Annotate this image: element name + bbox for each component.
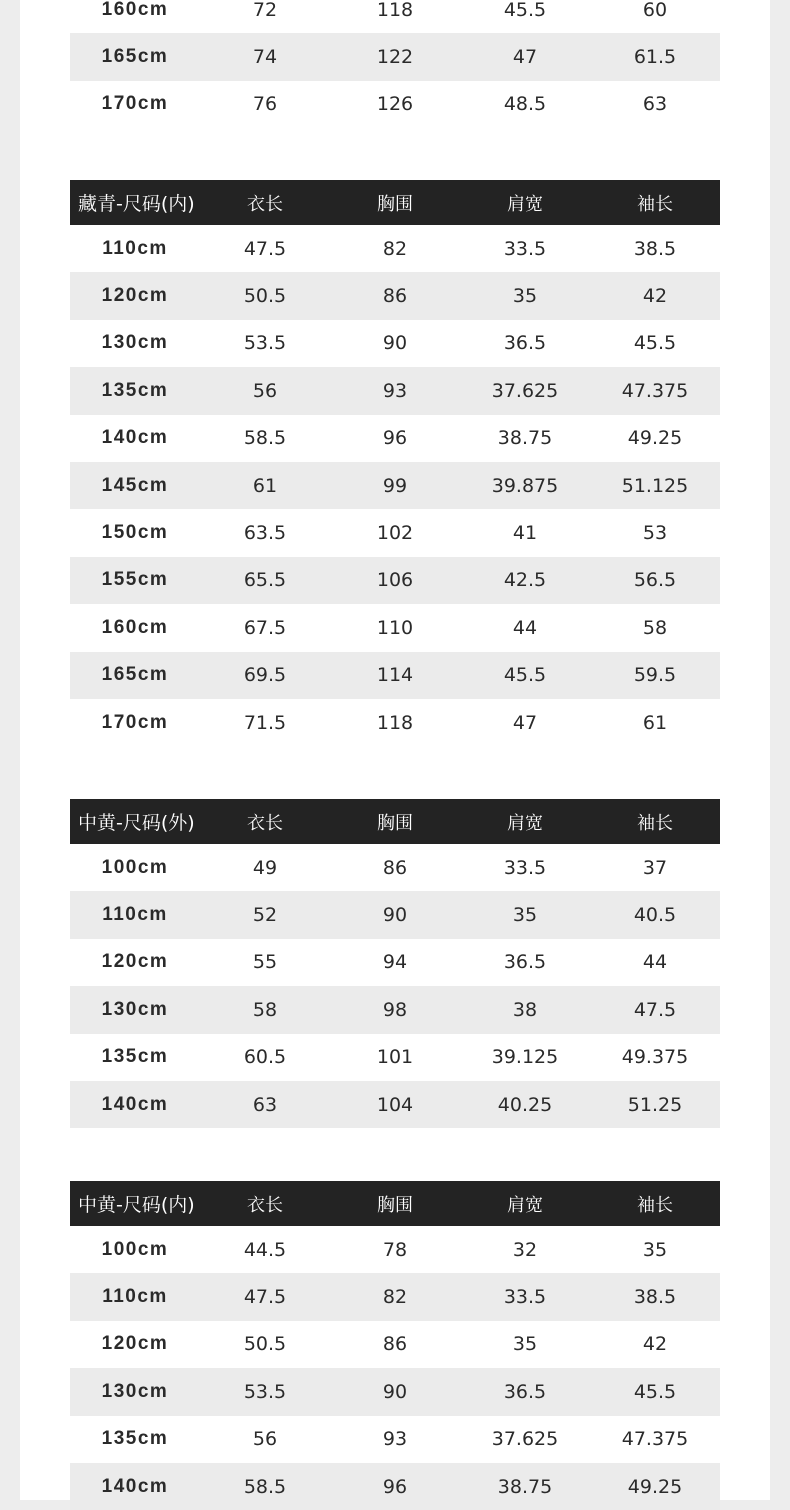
table-row — [70, 225, 720, 272]
shoulder-cell: 40.25 — [497, 1093, 553, 1116]
chest-cell: 106 — [376, 569, 414, 592]
shoulder-cell: 33.5 — [503, 1286, 547, 1309]
size-cell: 165cm — [101, 664, 169, 686]
sleeve-cell: 49.25 — [627, 1475, 683, 1498]
chest-cell: 90 — [382, 904, 408, 927]
table-title: 中黄-尺码(外) — [78, 812, 195, 834]
chest-cell: 82 — [382, 237, 408, 260]
length-cell: 65.5 — [243, 569, 287, 592]
header-sleeve: 袖长 — [637, 1194, 673, 1216]
sleeve-cell: 45.5 — [633, 332, 677, 355]
length-cell: 72 — [252, 0, 278, 21]
sleeve-cell: 49.375 — [621, 1046, 689, 1069]
sleeve-cell: 47.375 — [621, 1428, 689, 1451]
table-row — [70, 509, 720, 556]
size-cell: 110cm — [102, 904, 168, 926]
shoulder-cell: 35 — [512, 285, 538, 308]
table-row — [70, 1273, 720, 1320]
shoulder-cell: 38 — [512, 998, 538, 1021]
header-shoulder: 肩宽 — [507, 1194, 543, 1216]
sleeve-cell: 42 — [642, 1333, 668, 1356]
table-row — [70, 1416, 720, 1463]
shoulder-cell: 32 — [512, 1238, 538, 1261]
length-cell: 56 — [252, 1428, 278, 1451]
length-cell: 61 — [252, 474, 278, 497]
shoulder-cell: 44 — [512, 616, 538, 639]
length-cell: 76 — [252, 93, 278, 116]
size-table-yellow-inner — [70, 1181, 720, 1510]
shoulder-cell: 33.5 — [503, 237, 547, 260]
shoulder-cell: 38.75 — [497, 427, 553, 450]
size-cell: 110cm — [102, 237, 168, 259]
length-cell: 63 — [252, 1093, 278, 1116]
shoulder-cell: 35 — [512, 1333, 538, 1356]
chest-cell: 94 — [382, 951, 408, 974]
shoulder-cell: 36.5 — [503, 1380, 547, 1403]
table-row — [70, 1321, 720, 1368]
size-cell: 140cm — [101, 1093, 169, 1115]
table-row — [70, 939, 720, 986]
sleeve-cell: 49.25 — [627, 427, 683, 450]
header-chest: 胸围 — [377, 812, 413, 834]
chest-cell: 86 — [382, 856, 408, 879]
sleeve-cell: 45.5 — [633, 1380, 677, 1403]
size-cell: 120cm — [101, 1333, 169, 1355]
header-sleeve: 袖长 — [637, 193, 673, 215]
sleeve-cell: 47.375 — [621, 379, 689, 402]
size-cell: 160cm — [101, 0, 169, 20]
size-cell: 150cm — [101, 522, 169, 544]
sleeve-cell: 60 — [642, 0, 668, 21]
table-row — [70, 986, 720, 1033]
table-row — [70, 81, 720, 128]
sleeve-cell: 56.5 — [633, 569, 677, 592]
sleeve-cell: 42 — [642, 285, 668, 308]
length-cell: 53.5 — [243, 332, 287, 355]
table-row — [70, 557, 720, 604]
length-cell: 47.5 — [243, 237, 287, 260]
chest-cell: 118 — [376, 711, 414, 734]
length-cell: 50.5 — [243, 1333, 287, 1356]
table-header — [70, 180, 720, 225]
chest-cell: 114 — [376, 664, 414, 687]
chest-cell: 96 — [382, 1475, 408, 1498]
header-length: 衣长 — [247, 1194, 283, 1216]
length-cell: 71.5 — [243, 711, 287, 734]
shoulder-cell: 39.125 — [491, 1046, 559, 1069]
shoulder-cell: 33.5 — [503, 856, 547, 879]
chest-cell: 93 — [382, 379, 408, 402]
length-cell: 74 — [252, 46, 278, 69]
size-cell: 120cm — [101, 951, 169, 973]
table-row — [70, 462, 720, 509]
length-cell: 49 — [252, 856, 278, 879]
length-cell: 44.5 — [243, 1238, 287, 1261]
size-cell: 130cm — [101, 1380, 169, 1402]
size-cell: 120cm — [101, 285, 169, 307]
size-cell: 170cm — [101, 711, 169, 733]
length-cell: 55 — [252, 951, 278, 974]
chest-cell: 104 — [376, 1093, 414, 1116]
chest-cell: 118 — [376, 0, 414, 21]
table-row — [70, 1463, 720, 1510]
length-cell: 63.5 — [243, 522, 287, 545]
chest-cell: 110 — [376, 616, 414, 639]
length-cell: 53.5 — [243, 1380, 287, 1403]
chest-cell: 99 — [382, 474, 408, 497]
size-cell: 145cm — [101, 474, 169, 496]
table-row — [70, 1081, 720, 1128]
sleeve-cell: 35 — [642, 1238, 668, 1261]
table-row — [70, 844, 720, 891]
sleeve-cell: 61.5 — [633, 46, 677, 69]
size-cell: 140cm — [101, 427, 169, 449]
header-shoulder: 肩宽 — [507, 193, 543, 215]
length-cell: 56 — [252, 379, 278, 402]
length-cell: 67.5 — [243, 616, 287, 639]
size-chart-page — [20, 0, 770, 1500]
chest-cell: 86 — [382, 285, 408, 308]
header-length: 衣长 — [247, 812, 283, 834]
size-table-yellow-outer — [70, 799, 720, 1128]
size-cell: 165cm — [101, 46, 169, 68]
sleeve-cell: 44 — [642, 951, 668, 974]
table-row — [70, 699, 720, 746]
size-cell: 135cm — [101, 1428, 169, 1450]
shoulder-cell: 42.5 — [503, 569, 547, 592]
shoulder-cell: 36.5 — [503, 951, 547, 974]
chest-cell: 82 — [382, 1286, 408, 1309]
table-row — [70, 1368, 720, 1415]
shoulder-cell: 37.625 — [491, 379, 559, 402]
size-cell: 140cm — [101, 1475, 169, 1497]
shoulder-cell: 37.625 — [491, 1428, 559, 1451]
table-row — [70, 891, 720, 938]
length-cell: 58 — [252, 998, 278, 1021]
size-cell: 170cm — [101, 93, 169, 115]
size-cell: 100cm — [101, 1238, 169, 1260]
table-row — [70, 1034, 720, 1081]
table-row — [70, 415, 720, 462]
length-cell: 52 — [252, 904, 278, 927]
shoulder-cell: 47 — [512, 711, 538, 734]
size-table-navy-inner — [70, 180, 720, 746]
chest-cell: 122 — [376, 46, 414, 69]
chest-cell: 98 — [382, 998, 408, 1021]
sleeve-cell: 40.5 — [633, 904, 677, 927]
table-row — [70, 367, 720, 414]
size-cell: 130cm — [101, 998, 169, 1020]
sleeve-cell: 47.5 — [633, 998, 677, 1021]
table-header — [70, 1181, 720, 1226]
header-shoulder: 肩宽 — [507, 812, 543, 834]
chest-cell: 101 — [376, 1046, 414, 1069]
header-chest: 胸围 — [377, 193, 413, 215]
length-cell: 50.5 — [243, 285, 287, 308]
shoulder-cell: 45.5 — [503, 0, 547, 21]
table-header — [70, 799, 720, 844]
size-cell: 130cm — [101, 332, 169, 354]
shoulder-cell: 47 — [512, 46, 538, 69]
size-cell: 110cm — [102, 1286, 168, 1308]
chest-cell: 90 — [382, 332, 408, 355]
sleeve-cell: 51.25 — [627, 1093, 683, 1116]
sleeve-cell: 59.5 — [633, 664, 677, 687]
sleeve-cell: 37 — [642, 856, 668, 879]
table-row — [70, 652, 720, 699]
size-cell: 155cm — [101, 569, 169, 591]
chest-cell: 78 — [382, 1238, 408, 1261]
size-cell: 135cm — [101, 379, 169, 401]
sleeve-cell: 61 — [642, 711, 668, 734]
header-length: 衣长 — [247, 193, 283, 215]
header-chest: 胸围 — [377, 1194, 413, 1216]
chest-cell: 126 — [376, 93, 414, 116]
sleeve-cell: 38.5 — [633, 237, 677, 260]
sleeve-cell: 58 — [642, 616, 668, 639]
shoulder-cell: 48.5 — [503, 93, 547, 116]
sleeve-cell: 38.5 — [633, 1286, 677, 1309]
chest-cell: 93 — [382, 1428, 408, 1451]
length-cell: 58.5 — [243, 427, 287, 450]
table-row — [70, 320, 720, 367]
table-row — [70, 0, 720, 33]
sleeve-cell: 51.125 — [621, 474, 689, 497]
table-row — [70, 272, 720, 319]
length-cell: 58.5 — [243, 1475, 287, 1498]
size-cell: 135cm — [101, 1046, 169, 1068]
table-title: 藏青-尺码(内) — [78, 193, 195, 215]
table-title: 中黄-尺码(内) — [78, 1194, 195, 1216]
size-cell: 160cm — [101, 616, 169, 638]
shoulder-cell: 38.75 — [497, 1475, 553, 1498]
shoulder-cell: 35 — [512, 904, 538, 927]
length-cell: 60.5 — [243, 1046, 287, 1069]
sleeve-cell: 63 — [642, 93, 668, 116]
chest-cell: 86 — [382, 1333, 408, 1356]
header-sleeve: 袖长 — [637, 812, 673, 834]
chest-cell: 102 — [376, 522, 414, 545]
shoulder-cell: 45.5 — [503, 664, 547, 687]
length-cell: 69.5 — [243, 664, 287, 687]
shoulder-cell: 36.5 — [503, 332, 547, 355]
size-table-partial — [70, 0, 720, 128]
shoulder-cell: 41 — [512, 522, 538, 545]
chest-cell: 96 — [382, 427, 408, 450]
sleeve-cell: 53 — [642, 522, 668, 545]
chest-cell: 90 — [382, 1380, 408, 1403]
table-row — [70, 604, 720, 651]
table-row — [70, 1226, 720, 1273]
table-row — [70, 33, 720, 80]
size-cell: 100cm — [101, 856, 169, 878]
length-cell: 47.5 — [243, 1286, 287, 1309]
shoulder-cell: 39.875 — [491, 474, 559, 497]
